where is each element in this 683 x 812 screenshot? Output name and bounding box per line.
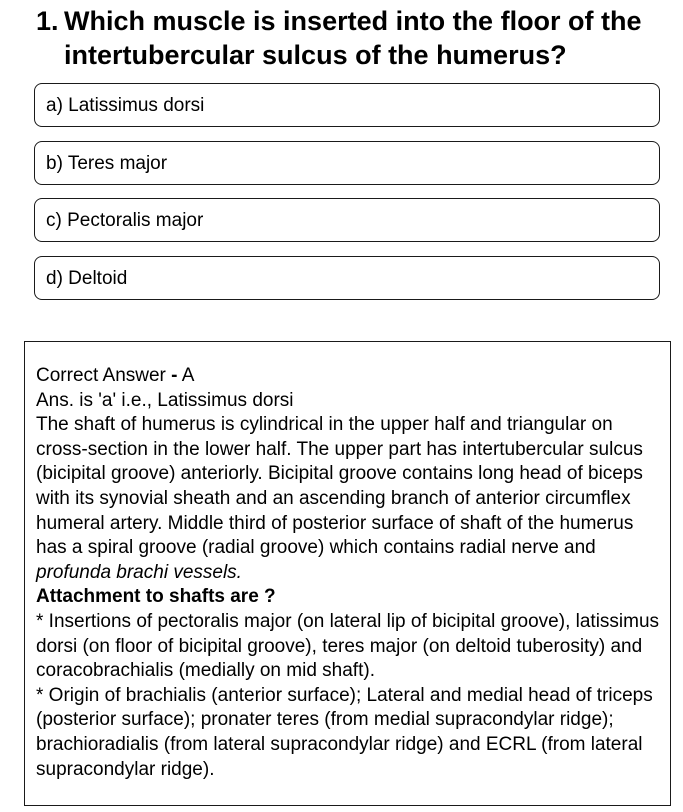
correct-answer-prefix: Correct Answer	[36, 365, 172, 386]
option-c[interactable]: c) Pectoralis major	[34, 198, 660, 242]
question-text: Which muscle is inserted into the floor of the intertubercular sulcus of the humerus?	[64, 6, 642, 70]
attachment-heading: Attachment to shafts are ?	[36, 586, 276, 608]
option-d[interactable]: d) Deltoid	[34, 256, 660, 300]
explanation-main: The shaft of humerus is cylindrical in the upper half and triangular on cross-section in the lower half. The upper part has intertubercular sulcus (bicipital groove) anteriorly. Bicipital groove contains long head of biceps with its synovial sheath and an ascending branch of anterior circumflex humeral artery. Middle third of posterior surface of shaft of the humerus has a spiral groove (radial groove) which contains radial nerve and	[36, 414, 643, 559]
correct-answer-letter: A	[177, 365, 195, 386]
question-heading	[36, 4, 666, 72]
question-number: 1.	[36, 6, 59, 36]
option-b[interactable]: b) Teres major	[34, 141, 660, 185]
answer-explanation-box	[24, 341, 671, 806]
option-a[interactable]: a) Latissimus dorsi	[34, 83, 660, 127]
correct-answer-dash: -	[171, 365, 178, 386]
explanation-paragraph	[36, 413, 660, 585]
insertions-paragraph: * Insertions of pectoralis major (on lateral lip of bicipital groove), latissimus dorsi (on floor of bicipital groove), teres major (on deltoid tuberosity) and coracobrachialis (medially on mid shaft).	[36, 610, 660, 682]
origins-paragraph: * Origin of brachialis (anterior surface); Lateral and medial head of triceps (posterior surface); pronater teres (from medial supracondylar ridge); brachioradialis (from lateral supracondylar ridge) and ECRL (from lateral supracondylar ridge).	[36, 684, 653, 780]
correct-answer-line	[36, 364, 660, 389]
ans-line: Ans. is 'a' i.e., Latissimus dorsi	[36, 389, 294, 411]
explanation-italic: profunda brachi vessels.	[36, 561, 242, 583]
